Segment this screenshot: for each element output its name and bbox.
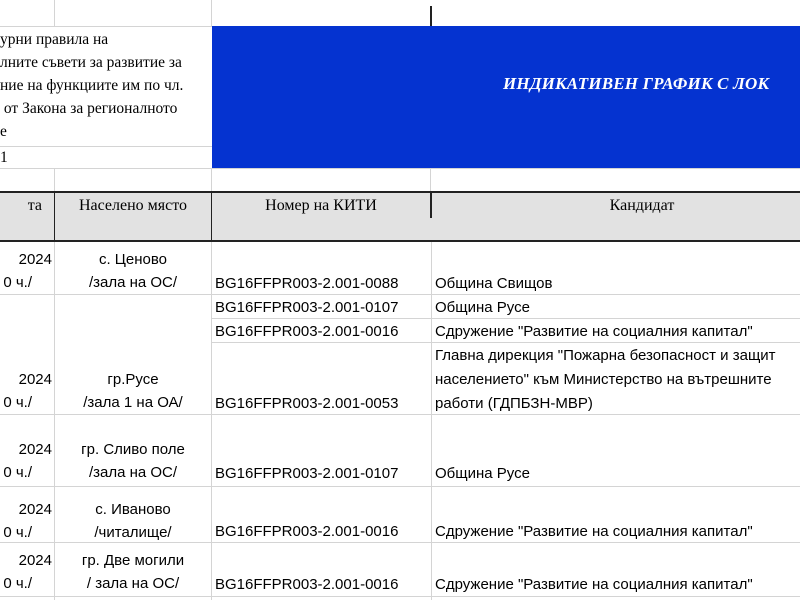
date-year: 2024	[18, 371, 52, 388]
date-year: 2024	[18, 251, 52, 268]
kiti-number: BG16FFPR003-2.001-0016	[215, 523, 399, 540]
place-venue: /зала на ОС/	[88, 274, 178, 291]
place-venue: /читалище/	[94, 524, 172, 541]
header-place: Населено място	[78, 197, 188, 214]
place-venue: / зала на ОС/	[86, 575, 180, 592]
place-name: гр.Русе	[107, 371, 159, 388]
kiti-number: BG16FFPR003-2.001-0088	[215, 275, 399, 292]
candidate-line-2: населението" към Министерство на вътрешните	[435, 371, 772, 388]
date-time: 0 ч./	[3, 464, 32, 481]
date-time: 0 ч./	[3, 524, 32, 541]
place-name: гр. Две могили	[81, 552, 185, 569]
candidate-line-1: Главна дирекция "Пожарна безопасност и защит	[435, 347, 776, 364]
date-year: 2024	[18, 552, 52, 569]
rules-line-4: от Закона за регионалното	[0, 100, 178, 117]
candidate-line-3: работи (ГДПБЗН-МВР)	[435, 395, 593, 412]
table-header-row	[0, 192, 800, 242]
rules-line-1: урни правила на	[0, 31, 109, 48]
title-banner	[212, 26, 800, 168]
rules-line-5: е	[0, 123, 7, 140]
place-name: с. Иваново	[95, 501, 171, 518]
document-number	[0, 146, 212, 169]
place-venue: /зала 1 на ОА/	[83, 394, 183, 411]
date-year: 2024	[18, 441, 52, 458]
candidate-name: Община Русе	[435, 465, 530, 482]
blank-row	[0, 168, 800, 192]
header-date: та	[27, 197, 42, 214]
kiti-number: BG16FFPR003-2.001-0053	[215, 395, 399, 412]
rules-note	[0, 28, 212, 148]
date-time: 0 ч./	[3, 575, 32, 592]
candidate-name: Сдружение "Развитие на социалния капитал"	[435, 323, 753, 340]
date-year: 2024	[18, 501, 52, 518]
document-number-text: 1	[0, 149, 8, 166]
kiti-number: BG16FFPR003-2.001-0016	[215, 576, 399, 593]
candidate-name: Община Русе	[435, 299, 530, 316]
sheet-top-row	[0, 0, 800, 27]
kiti-number: BG16FFPR003-2.001-0107	[215, 299, 399, 316]
rules-line-3: ние на функциите им по чл.	[0, 77, 184, 94]
rules-line-2: лните съвети за развитие за	[0, 54, 182, 71]
candidate-name: Сдружение "Развитие на социалния капитал"	[435, 523, 753, 540]
place-name: гр. Сливо поле	[81, 441, 185, 458]
banner-title: ИНДИКАТИВЕН ГРАФИК С ЛОК	[503, 74, 770, 93]
candidate-name: Община Свищов	[435, 275, 553, 292]
kiti-number: BG16FFPR003-2.001-0016	[215, 323, 399, 340]
place-venue: /зала на ОС/	[88, 464, 178, 481]
date-time: 0 ч./	[3, 394, 32, 411]
header-kiti: Номер на КИТИ	[265, 197, 377, 214]
header-candidate: Кандидат	[609, 197, 675, 214]
place-name: с. Ценово	[98, 251, 168, 268]
candidate-name: Сдружение "Развитие на социалния капитал"	[435, 576, 753, 593]
date-time: 0 ч./	[3, 274, 32, 291]
kiti-number: BG16FFPR003-2.001-0107	[215, 465, 399, 482]
